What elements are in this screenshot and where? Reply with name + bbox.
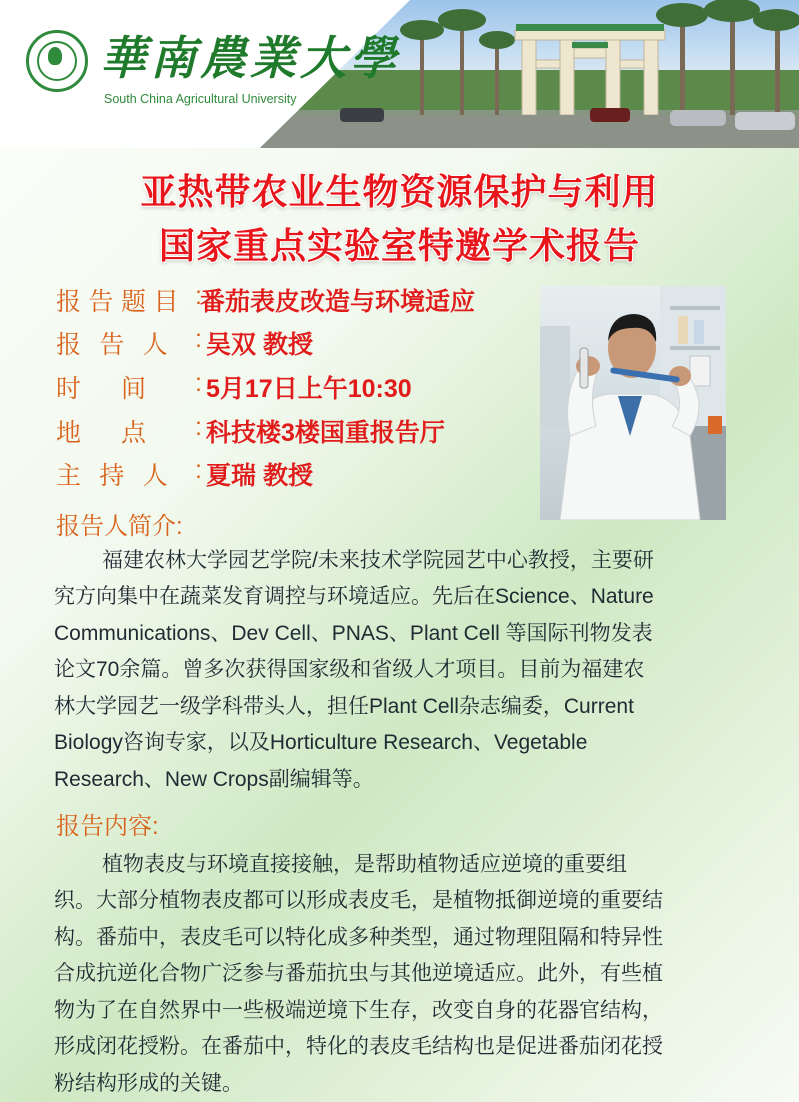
content-line: 粉结构形成的关键。 <box>54 1072 243 1095</box>
info-label-location: 地 点 : <box>56 413 202 447</box>
bio-heading: 报告人简介: <box>56 513 183 540</box>
content-line: 物为了在自然界中一些极端逆境下生存，改变自身的花器官结构， <box>54 999 663 1022</box>
title-line-1: 亚热带农业生物资源保护与利用 <box>140 171 659 212</box>
speaker-photo <box>540 286 726 520</box>
bio-line: 林大学园艺一级学科带头人，担任Plant Cell杂志编委，Current <box>54 695 634 718</box>
info-value-topic: 番茄表皮改造与环境适应 <box>200 288 476 316</box>
bio-line: 论文70余篇。曾多次获得国家级和省级人才项目。目前为福建农 <box>54 658 645 681</box>
info-value-time: 5月17日上午10:30 <box>206 375 412 403</box>
info-label-host: 主 持 人 : <box>56 456 202 490</box>
info-label-time: 时 间 : <box>56 369 202 403</box>
university-name-cn: 華南農業大學 <box>100 31 400 85</box>
content-heading: 报告内容: <box>56 813 159 840</box>
content-line: 植物表皮与环境直接接触，是帮助植物适应逆境的重要组 <box>102 853 627 876</box>
info-value-host: 夏瑞 教授 <box>206 462 313 490</box>
info-label-speaker: 报 告 人 : <box>56 325 202 359</box>
content-line: 形成闭花授粉。在番茄中，特化的表皮毛结构也是促进番茄闭花授 <box>54 1035 663 1058</box>
speaker-lab-illustration <box>540 286 726 520</box>
info-label-topic: 报 告 题 目 : <box>56 282 202 316</box>
info-value-location: 科技楼3楼国重报告厅 <box>206 419 445 447</box>
university-name-en: South China Agricultural University <box>104 92 297 106</box>
university-seal-logo <box>26 30 88 92</box>
info-value-speaker: 吴双 教授 <box>206 331 313 359</box>
content-line: 构。番茄中，表皮毛可以特化成多种类型，通过物理阻隔和特异性 <box>54 926 663 949</box>
title-line-2: 国家重点实验室特邀学术报告 <box>158 225 640 266</box>
bio-line: Research、New Crops副编辑等。 <box>54 768 374 791</box>
bio-line: 究方向集中在蔬菜发育调控与环境适应。先后在Science、Nature <box>54 585 654 608</box>
bio-line: Biology咨询专家，以及Horticulture Research、Vegetable <box>54 731 588 754</box>
bio-line: Communications、Dev Cell、PNAS、Plant Cell 等国际刊物发表 <box>54 622 653 645</box>
bio-line: 福建农林大学园艺学院/未来技术学院园艺中心教授，主要研 <box>102 549 654 572</box>
header-banner <box>0 0 799 148</box>
content-line: 织。大部分植物表皮都可以形成表皮毛，是植物抵御逆境的重要结 <box>54 889 663 912</box>
content-line: 合成抗逆化合物广泛参与番茄抗虫与其他逆境适应。此外，有些植 <box>54 962 663 985</box>
